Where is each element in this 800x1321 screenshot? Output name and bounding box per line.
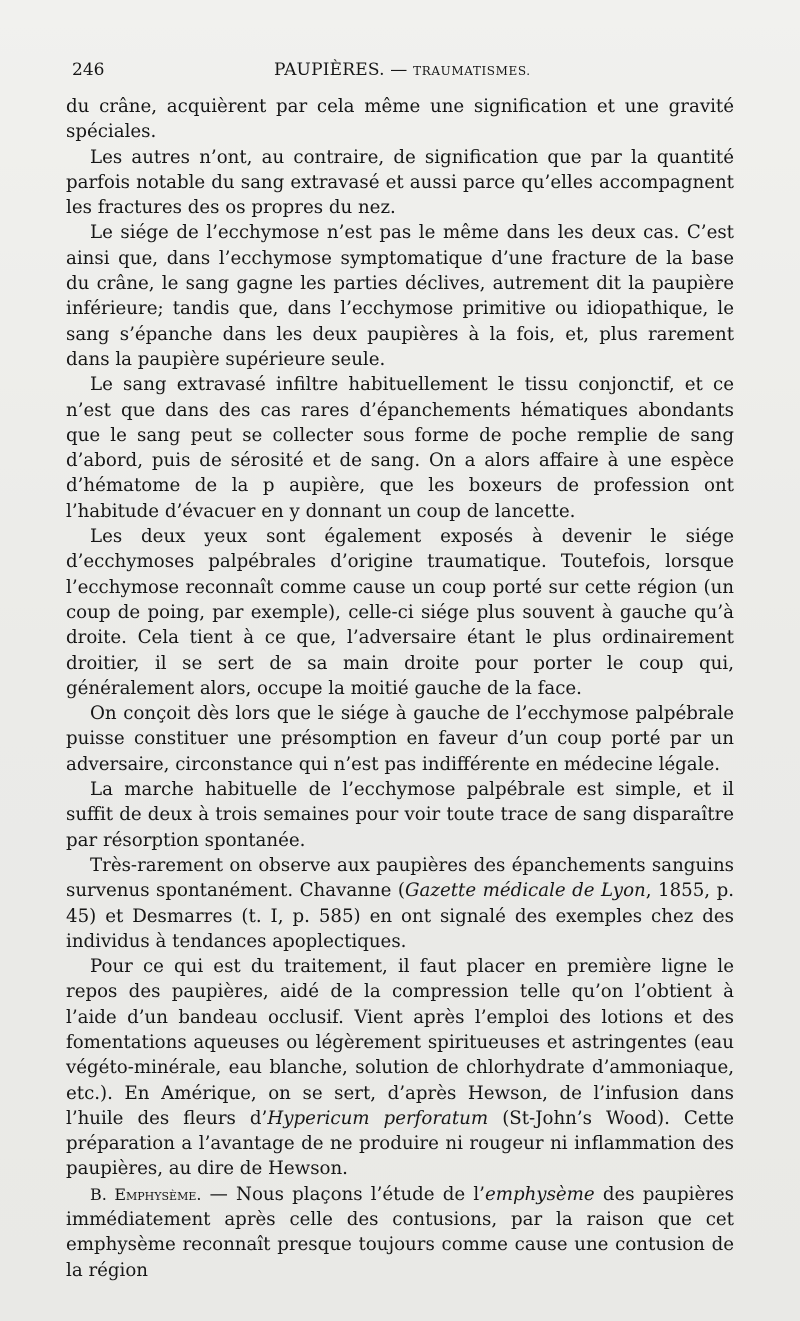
running-title-sub: TRAUMATISMES. [413,64,531,78]
paragraph-9 [66,954,734,1182]
paragraph-2: Les autres n’ont, au contraire, de signification que par la quantité parfois notable du sang extravasé et aussi parce qu’elles accompagnent les fractures des os propres du nez. [66,146,734,219]
page-number: 246 [72,60,105,80]
section-heading-emphyseme: B. Emphysème. [90,1184,202,1204]
paragraph-4: Le sang extravasé infiltre habituellement le tissu conjonctif, et ce n’est que dans des cas rares d’épanchements hématiques abondants que le sang peut se collecter sous forme de poche remplie de sang d’abord, puis de sérosité et de sang. On a alors affaire à une espèce d’hématome de la p aupière, que les boxeurs de profession ont l’habitude d’évacuer en y donnant un coup de lancette. [66,374,734,522]
running-title-main: PAUPIÈRES. — [274,60,408,80]
paragraph-8-italic: Gazette médicale de Lyon [404,880,646,902]
paragraph-1: du crâne, acquièrent par cela même une signification et une gravité spéciales. [66,96,734,143]
paragraph-10-italic: emphysème [484,1183,595,1205]
paragraph-9-italic: Hypericum perforatum [267,1107,489,1129]
paragraph-6: On conçoit dès lors que le siége à gauche de l’ecchymose palpébrale puisse constituer une présomption en faveur d’un coup porté par un adversaire, circonstance qui n’est pas indifférente en médecine légale. [66,703,734,775]
body-text [66,94,734,1283]
running-header [72,60,734,86]
paragraph-8 [66,853,734,954]
paragraph-10-text-b: des paupières immédiatement après celle des contusions, par la raison que cet emphysème reconnaît presque toujours comme cause une contusion de la région [66,1183,734,1281]
running-title [274,60,531,80]
paragraph-8-text-a: Très-rarement on observe aux paupières des épanchements sanguins survenus spontanément. Chavanne ( [66,854,734,902]
paragraph-9-text-a: Pour ce qui est du traitement, il faut placer en première ligne le repos des paupières, aidé de la compression telle qu’on l’obtient à l’aide d’un bandeau occlusif. Vient après l’emploi des lotions et des fomentations aqueuses ou légèrement spiritueuses et astringentes (eau végéto-minérale, eau blanche, solution de chlorhydrate d’ammoniaque, etc.). En Amérique, on se sert, d’après Hewson, de l’infusion dans l’huile des fleurs d’ [66,956,734,1129]
paragraph-8-text-b: , 1855, p. 45) et Desmarres (t. I, p. 585) en ont signalé des exemples chez des individus à tendances apoplectiques. [66,880,735,952]
paragraph-7: La marche habituelle de l’ecchymose palpébrale est simple, et il suffit de deux à trois semaines pour voir toute trace de sang disparaître par résorption spontanée. [66,779,734,851]
paragraph-10 [66,1182,734,1283]
paragraph-5: Les deux yeux sont également exposés à devenir le siége d’ecchymoses palpébrales d’origine traumatique. Toutefois, lorsque l’ecchymose reconnaît comme cause un coup porté sur cette région (un coup de poing, par exemple), celle-ci siége plus souvent à gauche qu’à droite. Cela tient à ce que, l’adversaire étant le plus ordinairement droitier, il se sert de sa main droite pour porter le coup qui, généralement alors, occupe la moitié gauche de la face. [66,526,734,699]
paragraph-10-text-a: — Nous plaçons l’étude de l’ [201,1183,485,1205]
paragraph-3: Le siége de l’ecchymose n’est pas le même dans les deux cas. C’est ainsi que, dans l’ecchymose symptomatique d’une fracture de la base du crâne, le sang gagne les parties déclives, autrement dit la paupière inférieure; tandis que, dans l’ecchymose primitive ou idiopathique, le sang s’épanche dans les deux paupières à la fois, et, plus rarement dans la paupière supérieure seule. [66,222,734,370]
paragraph-9-text-b: (St-John’s Wood). Cette préparation a l’avantage de ne produire ni rougeur ni inflammation des paupières, au dire de Hewson. [66,1107,734,1180]
